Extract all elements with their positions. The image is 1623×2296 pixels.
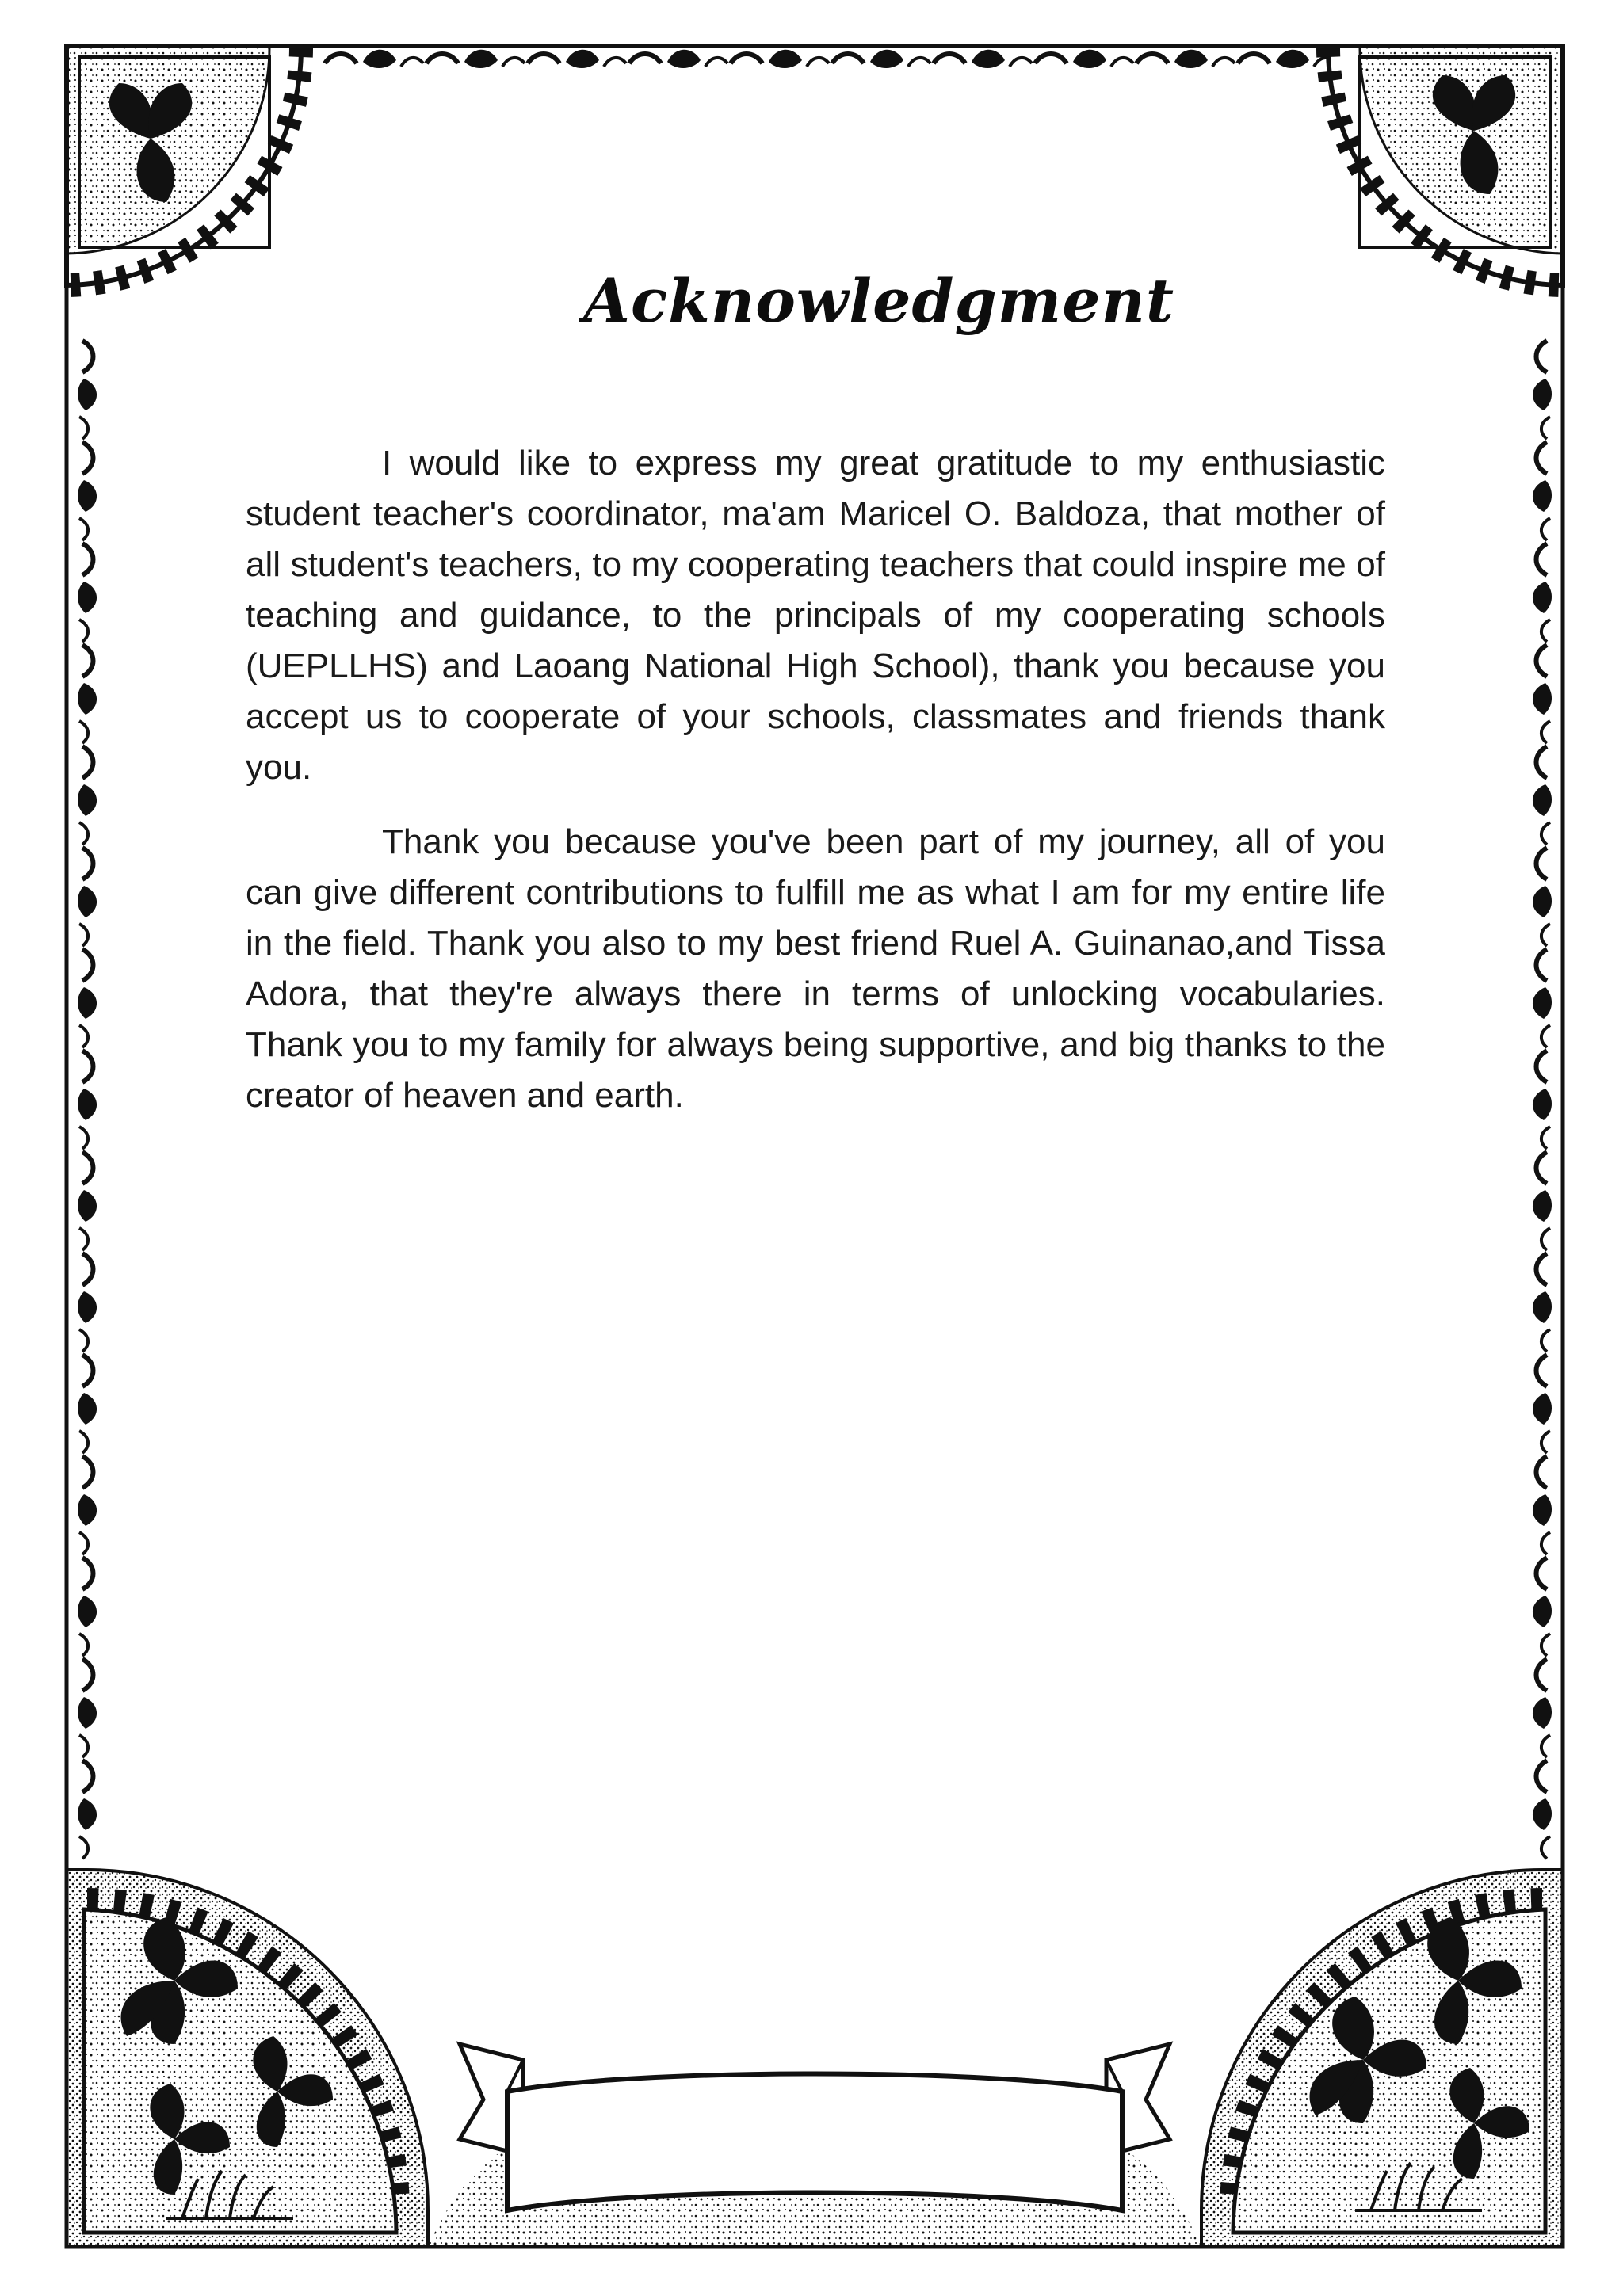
corner-top-right [1328,46,1563,285]
left-vine [78,341,97,1859]
page-title: Acknowledgment [583,265,1174,336]
acknowledgment-body [246,438,1385,1145]
right-vine [1533,341,1552,1859]
top-vine [325,50,1336,68]
paragraph-1: I would like to express my great gratitude to my enthusiastic student teacher's coordinator, ma'am Maricel O. Baldoza, that mother of all student's teachers, to my cooperating teachers that could inspire me of teaching and guidance, to the principals of my cooperating schools (UEPLLHS) and Laoang National High School), thank you because you accept us to cooperate of your schools, classmates and friends thank you. [246,444,1385,787]
corner-top-left [67,46,301,285]
corner-bottom-left [67,1870,428,2247]
ribbon-banner-icon [460,2044,1170,2210]
corner-bottom-right [1201,1870,1563,2247]
paragraph-2: Thank you because you've been part of my journey, all of you can give different contributions to fulfill me as what I am for my entire life in the field. Thank you also to my best friend Ruel A. Guinanao,and Tissa Adora, that they're always there in terms of unlocking vocabularies. Thank you to my family for always being supportive, and big thanks to the creator of heaven and earth. [246,822,1385,1115]
